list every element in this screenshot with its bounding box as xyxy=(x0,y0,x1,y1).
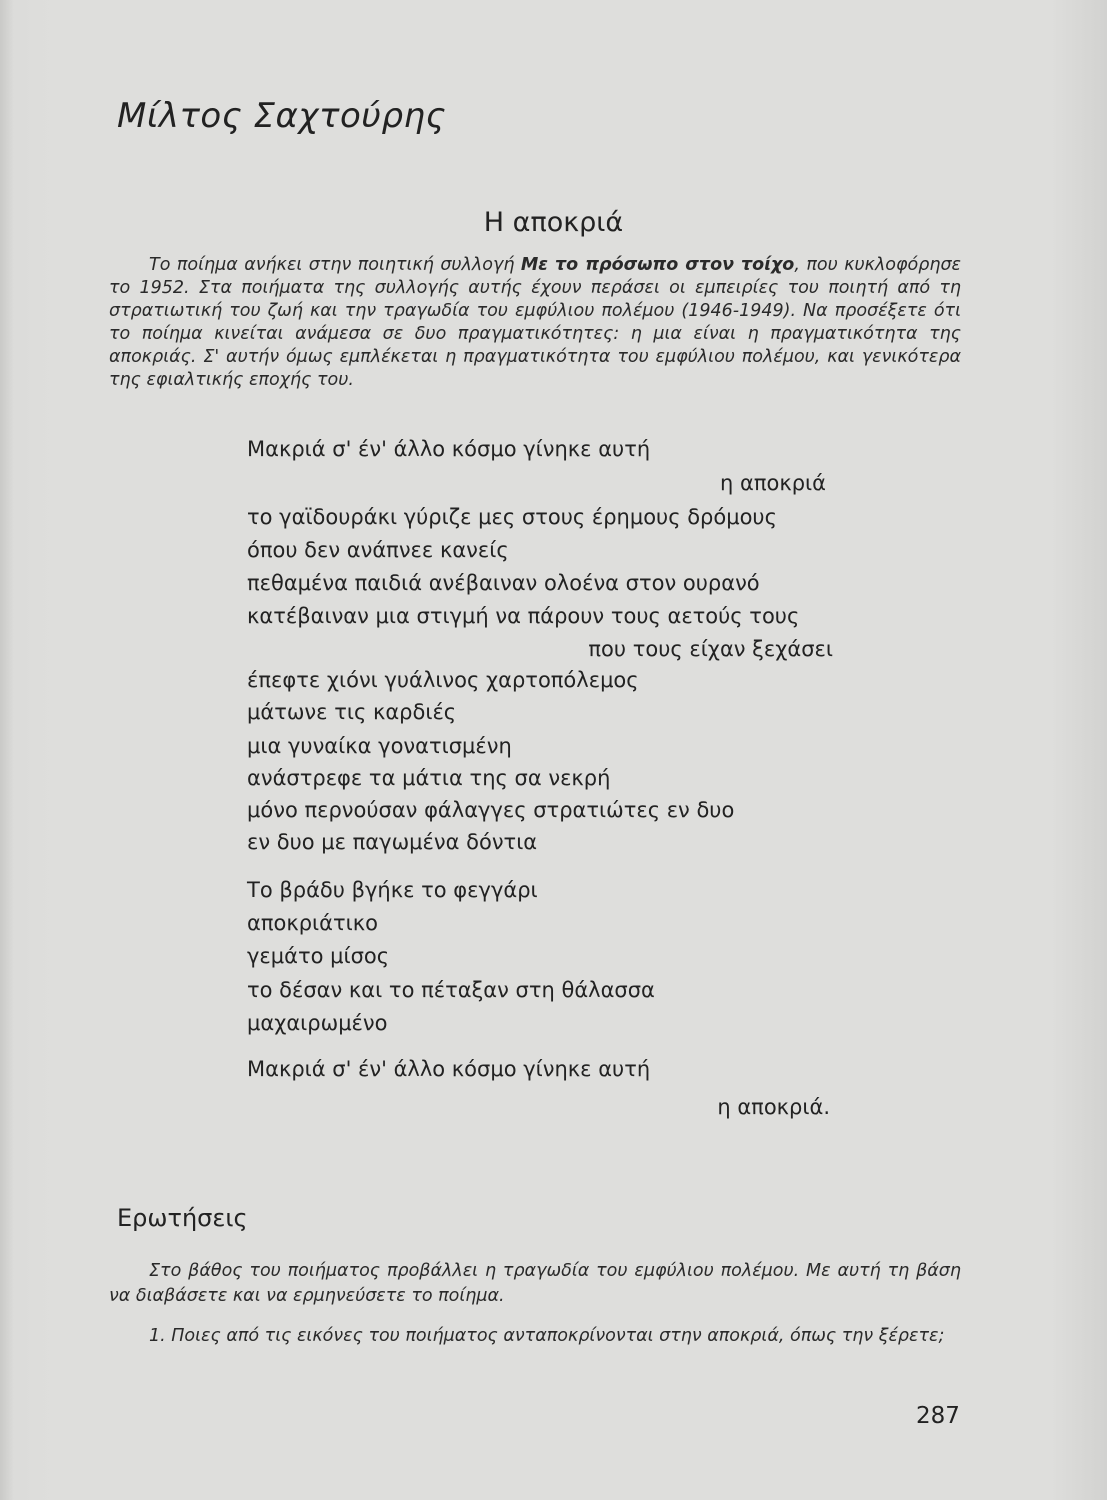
poem-line: εν δυο με παγωμένα δόντια xyxy=(247,830,538,854)
poem-line: όπου δεν ανάπνεε κανείς xyxy=(247,538,509,562)
poem-line: το γαϊδουράκι γύριζε μες στους έρημους δρόμους xyxy=(247,505,777,529)
poem-line: Μακριά σ' έν' άλλο κόσμο γίνηκε αυτή xyxy=(247,1057,651,1081)
poem-line: κατέβαιναν μια στιγμή να πάρουν τους αετούς τους xyxy=(247,604,800,628)
poem-line: πεθαμένα παιδιά ανέβαιναν ολοένα στον ουρανό xyxy=(247,571,760,595)
intro-paragraph xyxy=(109,254,961,392)
poem-line: Το βράδυ βγήκε το φεγγάρι xyxy=(247,878,538,902)
poem-line: μια γυναίκα γονατισμένη xyxy=(247,734,512,758)
poem-line: η αποκριά xyxy=(720,471,826,495)
poem-line: γεμάτο μίσος xyxy=(247,944,390,968)
questions-intro: Στο βάθος του ποιήματος προβάλλει η τραγωδία του εμφύλιου πολέμου. Με αυτή τη βάση να διαβάσετε και να ερμηνεύσετε το ποίημα. xyxy=(109,1261,961,1306)
poem-line: το δέσαν και το πέταξαν στη θάλασσα xyxy=(247,978,655,1002)
poem-line: η αποκριά. xyxy=(717,1095,830,1119)
intro-text-after: , που κυκλοφόρησε το 1952. Στα ποιήματα της συλλογής αυτής έχουν περάσει οι εμπειρίες του ποιητή από τη στρατιωτική του ζωή και την τραγωδία του εμφύλιου πολέμου (1946-1949). Να προσέξετε ότι το ποίημα κινείται ανάμεσα σε δυο πραγματικότητες: η μια είναι η πραγματικότητα της αποκριάς. Σ' αυτήν όμως εμπλέκεται η πραγματικότητα του εμφύλιου πολέμου, και γενικότερα της εφιαλτικής εποχής του. xyxy=(109,255,962,390)
poem-title: Η αποκριά xyxy=(483,207,624,238)
poem-line: μαχαιρωμένο xyxy=(247,1011,388,1035)
poem-line: έπεφτε χιόνι γυάλινος χαρτοπόλεμος xyxy=(247,668,639,692)
author-name: Μίλτος Σαχτούρης xyxy=(117,96,447,136)
questions-heading: Ερωτήσεις xyxy=(117,1204,248,1232)
page-number: 287 xyxy=(916,1403,960,1429)
collection-title: Με το πρόσωπο στον τοίχο xyxy=(520,255,795,275)
poem-line: μόνο περνούσαν φάλαγγες στρατιώτες εν δυο xyxy=(247,798,735,822)
poem-line: Μακριά σ' έν' άλλο κόσμο γίνηκε αυτή xyxy=(247,437,651,461)
intro-text-before: Το ποίημα ανήκει στην ποιητική συλλογή xyxy=(149,255,521,275)
poem-line: ανάστρεφε τα μάτια της σα νεκρή xyxy=(247,766,611,790)
question-1: 1. Ποιες από τις εικόνες του ποιήματος ανταποκρίνονται στην αποκριά, όπως την ξέρετε; xyxy=(149,1326,945,1346)
poem-line: αποκριάτικο xyxy=(247,911,378,935)
poem-line: που τους είχαν ξεχάσει xyxy=(588,637,833,661)
poem-line: μάτωνε τις καρδιές xyxy=(247,700,457,724)
